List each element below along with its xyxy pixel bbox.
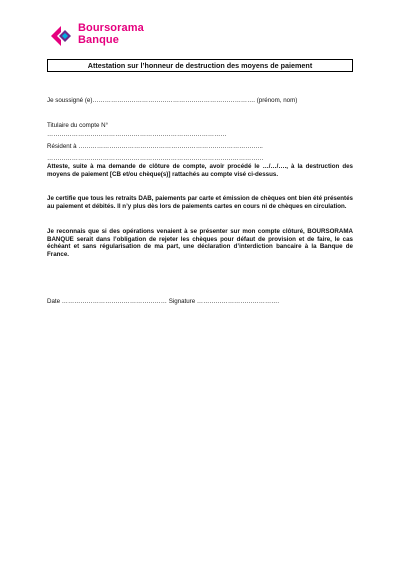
brand-name-line1: Boursorama (78, 22, 144, 34)
date-signature-line: Date …………………………………………… Signature …………………………………. (47, 298, 280, 305)
brand-logo (49, 23, 159, 49)
paragraph-certification: Je certifie que tous les retraits DAB, paiements par carte et émission de chèques ont bien été présentés au paiement et débités. Il n’y plus dès lors de paiements cartes en cours ni de chèques en circulation. (47, 195, 353, 210)
boursorama-logo-icon (49, 24, 73, 48)
resident-continuation: …………………………………………………………………………………………… (47, 155, 264, 162)
paragraph-acknowledgement: Je reconnais que si des opérations venaient à se présenter sur mon compte clôturé, BOURSORAMA BANQUE serait dans l’obligation de rejeter les chèques pour défaut de provision et de faire, le cas échéant et sans régularisation de ma part, une déclaration d’interdiction bancaire à la Banque de France. (47, 228, 353, 258)
soussigne-field: Je soussigné (e)……………………………………………………………………. (prénom, nom) (47, 97, 298, 104)
titulaire-field: …………………………………………………………………………… (47, 131, 227, 138)
titulaire-label: Titulaire du compte N° (47, 122, 109, 129)
brand-name (78, 23, 144, 46)
document-title: Attestation sur l’honneur de destruction des moyens de paiement (47, 59, 353, 72)
brand-name-line2: Banque (78, 33, 119, 46)
resident-field: Résident à ……………………………………………………………………………... (47, 143, 263, 150)
paragraph-destruction: Atteste, suite à ma demande de clôture de compte, avoir procédé le …/…/…., à la destruction des moyens de paiement [CB et/ou chèque(s)] rattachés au compte visé ci-dessus. (47, 163, 353, 178)
